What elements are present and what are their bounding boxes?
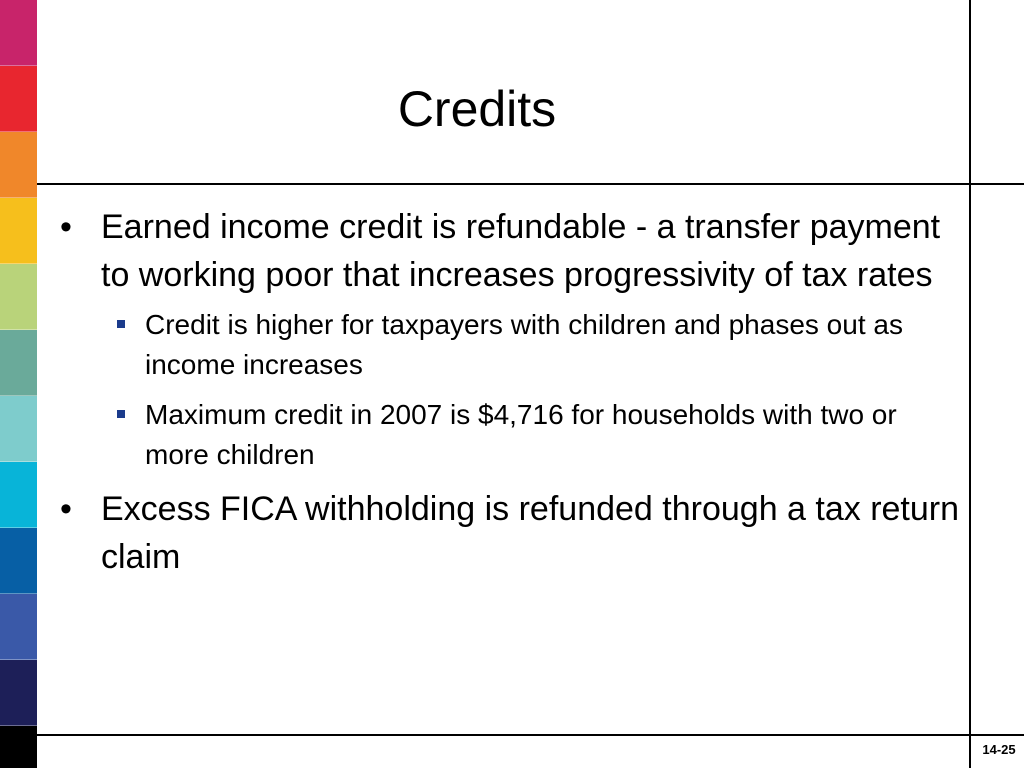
sub-bullet-item [116, 395, 965, 475]
sub-bullet-item [116, 305, 965, 385]
color-block [0, 132, 37, 198]
color-block [0, 0, 37, 66]
bullet-text: Earned income credit is refundable - a transfer payment to working poor that increases progressivity of tax rates [101, 208, 941, 294]
right-divider [969, 0, 971, 768]
color-block [0, 462, 37, 528]
slide-content [60, 203, 965, 587]
title-divider [37, 183, 1024, 185]
decorative-color-strip [0, 0, 37, 768]
bullet-marker: • [60, 208, 72, 246]
bullet-marker: • [60, 490, 72, 528]
bullet-text: Excess FICA withholding is refunded through a tax return claim [101, 490, 960, 576]
sub-bullet-text: Maximum credit in 2007 is $4,716 for households with two or more children [145, 399, 897, 470]
square-bullet-icon [117, 410, 125, 418]
color-block [0, 198, 37, 264]
sub-bullet-list [116, 305, 965, 475]
color-block [0, 264, 37, 330]
color-block [0, 396, 37, 462]
slide-title: Credits [397, 81, 557, 137]
footer-divider [37, 734, 1024, 736]
color-block [0, 660, 37, 726]
square-bullet-icon [117, 320, 125, 328]
page-number: 14-25 [982, 742, 1016, 757]
color-block [0, 66, 37, 132]
sub-bullet-text: Credit is higher for taxpayers with children and phases out as income increases [145, 309, 903, 380]
color-block [0, 330, 37, 396]
color-block [0, 726, 37, 768]
color-block [0, 528, 37, 594]
bullet-item [60, 203, 965, 299]
color-block [0, 594, 37, 660]
bullet-item [60, 485, 965, 581]
